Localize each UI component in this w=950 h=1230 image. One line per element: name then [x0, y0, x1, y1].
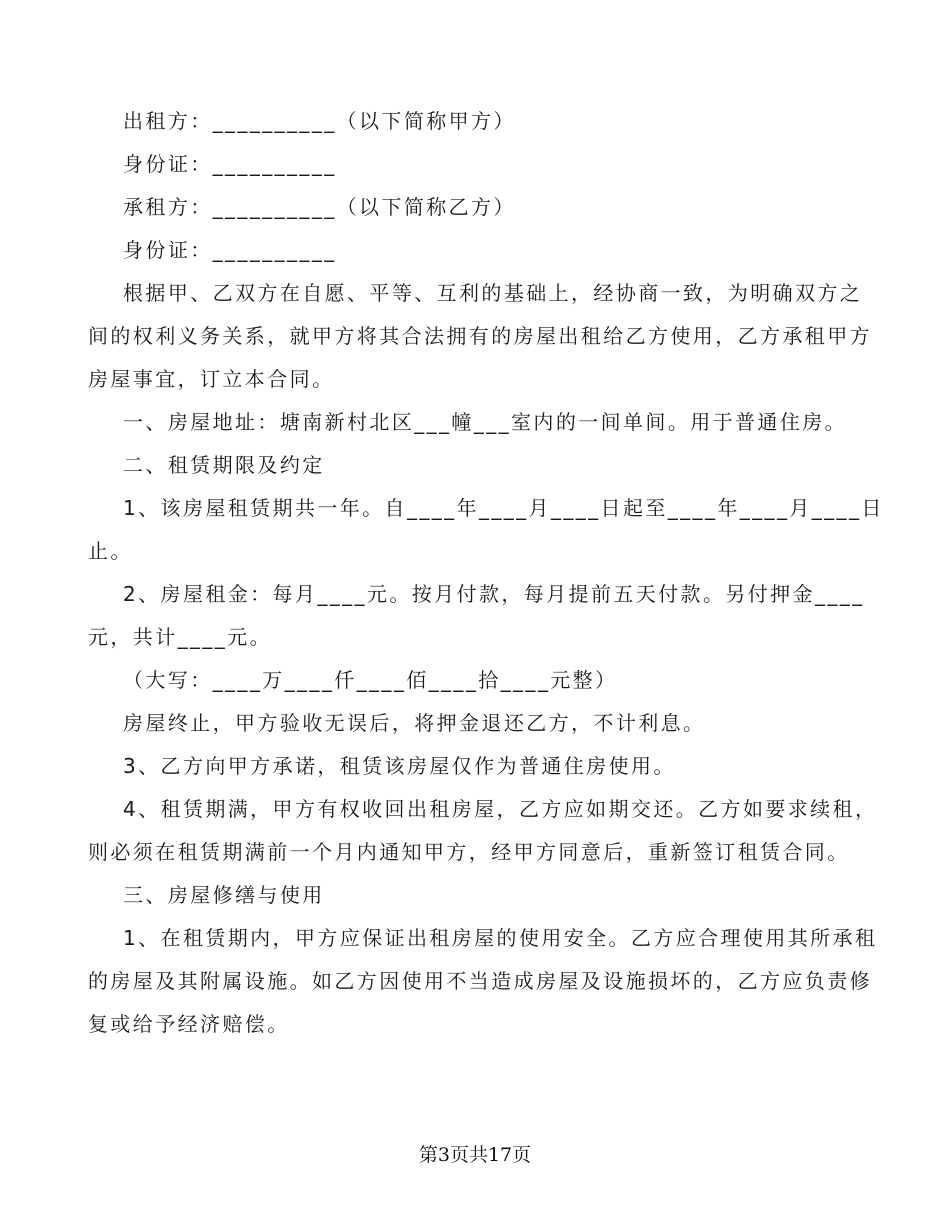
- clause-2-4-line-1: 4、租赁期满，甲方有权收回出租房屋，乙方应如期交还。乙方如要求续租，: [88, 797, 878, 821]
- clause-2-4-line-2: 则必须在租赁期满前一个月内通知甲方，经甲方同意后，重新签订租赁合同。: [88, 840, 850, 864]
- clause-2-2-line-1: 2、房屋租金：每月____元。按月付款，每月提前五天付款。另付押金____: [88, 582, 865, 606]
- clause-3-1-line-3: 复或给予经济赔偿。: [88, 1012, 290, 1036]
- section-2-heading: 二、租赁期限及约定: [88, 453, 325, 477]
- lessor-id-line: 身份证：__________: [88, 152, 337, 176]
- preamble-line-3: 房屋事宜，订立本合同。: [88, 367, 335, 391]
- lessee-id-line: 身份证：__________: [88, 238, 337, 262]
- clause-3-1-line-1: 1、在租赁期内，甲方应保证出租房屋的使用安全。乙方应合理使用其所承租: [88, 926, 878, 950]
- clause-2-2-capital-amount: （大写：____万____仟____佰____拾____元整）: [88, 668, 618, 692]
- clause-2-2-line-2: 元，共计____元。: [88, 625, 272, 649]
- clause-2-3: 3、乙方向甲方承诺，租赁该房屋仅作为普通住房使用。: [88, 754, 676, 778]
- clause-2-1-line-1: 1、该房屋租赁期共一年。自____年____月____日起至____年____月____日: [88, 496, 884, 520]
- preamble-line-2: 间的权利义务关系，就甲方将其合法拥有的房屋出租给乙方使用，乙方承租甲方: [88, 324, 872, 348]
- preamble-line-1: 根据甲、乙双方在自愿、平等、互利的基础上，经协商一致，为明确双方之: [88, 281, 863, 305]
- lessor-line: 出租方：__________（以下简称甲方）: [88, 109, 516, 133]
- section-3-heading: 三、房屋修缮与使用: [88, 883, 325, 907]
- clause-3-1-line-2: 的房屋及其附属设施。如乙方因使用不当造成房屋及设施损坏的，乙方应负责修: [88, 969, 872, 993]
- section-1-address: 一、房屋地址：塘南新村北区___幢___室内的一间单间。用于普通住房。: [88, 410, 848, 434]
- clause-2-1-line-2: 止。: [88, 539, 133, 563]
- lessee-line: 承租方：__________（以下简称乙方）: [88, 195, 516, 219]
- page-number-footer: 第3页共17页: [418, 1144, 532, 1166]
- clause-2-2-deposit-return: 房屋终止，甲方验收无误后，将押金退还乙方，不计利息。: [88, 711, 706, 735]
